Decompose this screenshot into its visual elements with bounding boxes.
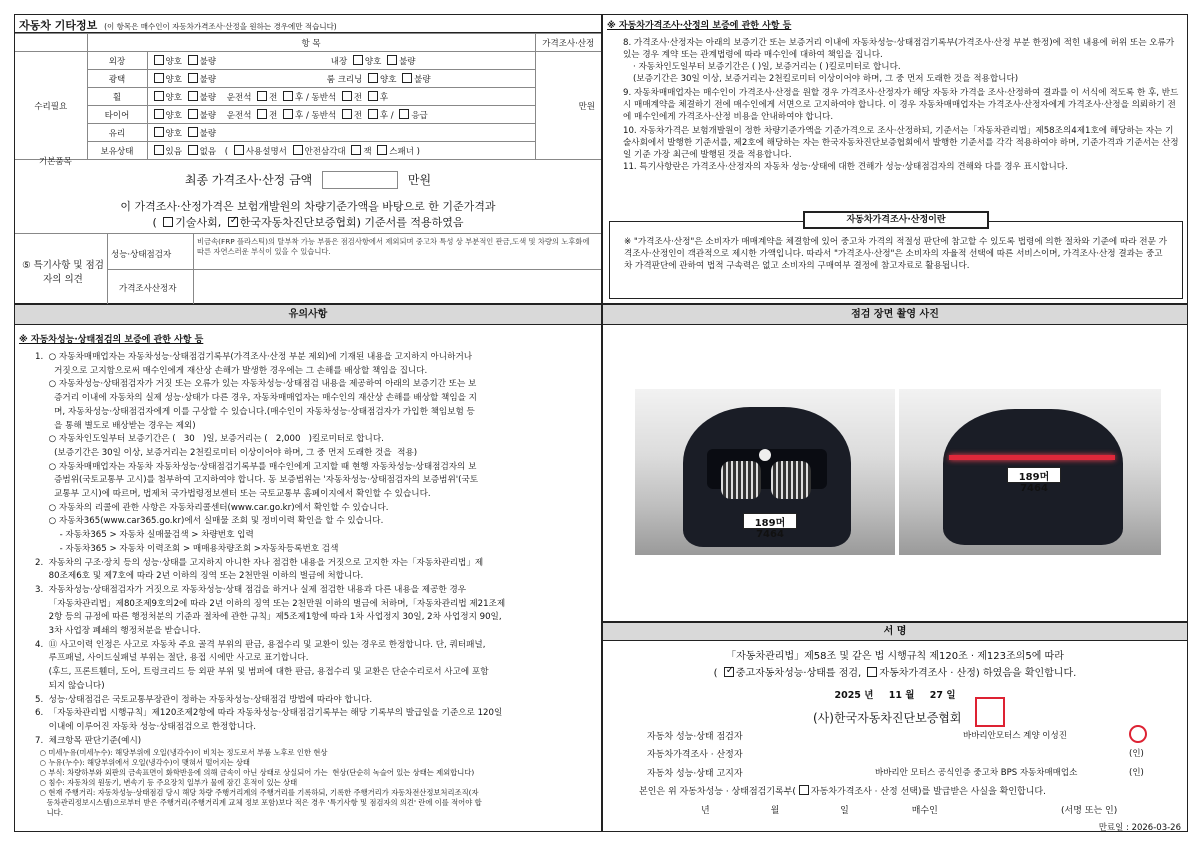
notes-line: 2. 자동차의 구조·장치 등의 성능·상태를 고지하지 아니한 자나 점검한 내용을 거짓으로 고지한 자는「자동차관리법」제 [35,557,484,568]
para-11: 11. 특기사항란은 가격조사·산정자의 자동차 성능·상태에 대한 견해가 성능·상태점검자의 견해와 다를 경우 표시합니다. [623,162,1068,172]
col-item-header: 항 목 [87,34,535,52]
wheel-passenger-rear-checkbox[interactable] [368,91,378,101]
other-info-title: 자동차 기타정보 [19,19,98,32]
notes-line: 이내에 이루어진 자동차 성능·상태점검으로 한정합니다. [35,721,256,732]
basis-kaida-checkbox[interactable] [228,217,238,227]
criteria-line: ○ 현재 주행거리: 자동차성능·상태점검 당시 해당 차량 주행거리계의 주행거리를 기록하되, 기록한 주행거리가 자동차전산정보처리조직(자 [35,788,479,798]
final-price-input[interactable] [322,171,398,189]
criteria-line: ○ 부식: 차량하부와 외판의 금속표면이 화학반응에 의해 금속이 아닌 상태로 상실되어 가는 현상(단순히 녹슬어 있는 상태는 제외합니다) [35,768,475,778]
notes-line: 3차 사업장 폐쇄의 행정처분을 받습니다. [35,626,201,637]
final-price-unit: 만원 [407,173,432,187]
holding-none-checkbox[interactable] [188,145,198,155]
basic-label: 기본품목 [39,157,72,167]
other-info-table: 항 목 가격조사·산정 수리필요 외장 양호 불량 내장 양호 불량 만원 광택 양호 불량 룸 크리닝 양호 불량 휠 양호 불량 운전석 전 후 / 동반석 전 후 타이어 양호 불량 운전석 전 후 / 동반석 전 후 / 응급 유리 양호 불량 보유상태 있음 없음 ( 사용설명서 안전삼각대 잭 스패너 ) [15,33,601,160]
notes-criteria [15,748,601,818]
exterior-good-checkbox[interactable] [154,55,164,65]
notes-line: 「자동차관리법」제80조제9호의2에 따라 2년 이하의 징역 또는 2천만원 이하의 벌금에 처하며,「자동차관리법 제21조제 [35,598,506,609]
tire-passenger-rear-checkbox[interactable] [368,109,378,119]
triangle-checkbox[interactable] [293,145,303,155]
notes-line: 6. 「자동차관리법 시행규칙」제120조제2항에 따라 자동차성능·상태점검기록부는 해당 기록부의 발급일을 기준으로 120일 [35,708,503,719]
notes-line: 증거리 이내에 자동차의 실제 성능·상태가 다른 경우, 자동차매매업자는 매수인의 재산상 손해를 배상할 책임을 지 [35,393,477,404]
price-guarantee-section [602,14,1188,304]
tire-good-checkbox[interactable] [154,109,164,119]
notes-body [15,351,601,748]
notes-line: 7. 체크항목 판단기준(예시) [35,735,142,746]
wheel-passenger-front-checkbox[interactable] [342,91,352,101]
tire-spare-checkbox[interactable] [399,109,409,119]
gloss-label: 광택 [87,70,147,88]
interior-good-checkbox[interactable] [353,55,363,65]
org-seal [975,697,1005,727]
notes-line: 증범위(국토교통부 고시)를 첨부하여 고지하여야 합니다. 동 보증범위는 '자동차성능·상태점검자의 보증범위'(국토 [35,475,479,486]
gloss-bad-checkbox[interactable] [188,73,198,83]
room-cleaning-good-checkbox[interactable] [368,73,378,83]
notes-line: 교통부 고시)에 따르며, 법제처 국가법령정보센터 또는 국토교통부 홈페이지에서 확인할 수 있습니다. [35,489,431,500]
sign-r2-value: (인) [1129,749,1144,759]
wheel-driver-rear-checkbox[interactable] [283,91,293,101]
price-checker-label: 가격조사산정자 [119,284,177,294]
notes-line: (후드, 프론트휀더, 도어, 트렁크리드 등 외판 부위 및 범퍼에 대한 판금, 용접수리 및 교환은 단순수리로서 사고에 포함 [35,667,489,678]
notes-line: 1. ○ 자동차매매업자는 자동차성능·상태점검기록부(가격조사·산정 부분 제외)에 기재된 내용을 고지하지 아니하거나 [35,352,473,362]
final-price-row [15,171,601,189]
photos-section [602,304,1188,622]
interior-label: 내장 [330,56,348,67]
para-8c: (보증기간은 30일 이상, 보증거리는 2천킬로미터 이상이어야 하며, 그 중 먼저 도래한 것을 적용합니다) [633,74,1019,84]
notes-line: 4. ⑪ 사고이력 인정은 사고로 자동차 주요 골격 부위의 판금, 용접수리 및 교환이 있는 경우로 한정합니다. 단, 쿼터패널, [35,639,486,650]
glass-good-checkbox[interactable] [154,127,164,137]
notes-line: (보증기간은 30일 이상, 보증거리는 2천킬로미터 이상이어야 하며, 그 중 먼저 도래한 것을 적용) [35,447,418,458]
photos-header: 점검 장면 촬영 사진 [603,305,1187,325]
sign-date: 2025 년 11 월 27 일 [834,690,956,701]
notes-line: - 자동차365 > 자동차 실매물검색 > 차량번호 입력 [35,530,254,541]
sign-r3-value: 바바리안 모터스 공식인증 중고차 BPS 자동차매매업소 [875,768,1078,778]
col-price-header: 가격조사·산정 [535,34,601,52]
para-8: 8. 가격조사·산정자는 아래의 보증기간 또는 보증거리 이내에 자동차성능·상태점검기록부(가격조사·산정 부분 한정)에 적힌 내용에 허위 또는 오류가 있는 경우 계약 또는 관계법령에 따라 매수인에 대하여 책임을 집니다. [623,38,1175,60]
holding-have-checkbox[interactable] [154,145,164,155]
notes-line: 5. 성능·상태점검은 국토교통부장관이 정하는 자동차성능·상태점검 방법에 따라야 합니다. [35,694,373,705]
special-label: ⑤ 특기사항 및 점검자의 의견 [22,260,104,285]
sign-r1-label: 자동차 성능·상태 점검자 [647,732,743,742]
sign-r2-label: 자동차가격조사 · 산정자 [647,750,743,760]
other-info-title-bar [15,15,601,33]
notes-line: 을 통해 별도로 배상받는 경우는 제외) [35,420,196,431]
wheel-good-checkbox[interactable] [154,91,164,101]
sign-check-line: ( ✓중고자동차성능·상태를 점검, 자동차가격조사 · 산정) 하였음을 확인합니다. [603,664,1187,679]
price-definition-box: ※ "가격조사·산정"은 소비자가 매매계약을 체결함에 있어 중고차 가격의 적절성 판단에 참고할 수 있도록 법령에 의한 절차와 기준에 따라 전문 가격조사·산정인이 객관적으로 제시한 가액입니다. 따라서 "가격조사·산정"은 소비자의 자율적 선택에 따른 서비스이며, 가격조사·산정 결과는 중고차 가격판단에 관하여 법적 구속력은 없고 소비자의 구매여부 결정에 참고자료로 활용됩니다. [609,221,1183,299]
expiry-date: 만료일 : 2026-03-26 [1098,823,1181,833]
notes-line: 되지 않습니다) [35,680,105,691]
notes-line: ○ 자동차성능·상태점검자가 거짓 또는 오류가 있는 자동차성능·상태점검 내용을 제공하여 아래의 보증기간 또는 보 [35,379,477,390]
price-guarantee-heading: ※ 자동차가격조사·산정의 보증에 관한 사항 등 [607,21,792,31]
criteria-line: 동차관리정보시스템)으로부터 받은 주행거리(주행거리계 교체 정보 포함)보다 적은 경우 '특기사항 및 점검자의 의견' 란에 이를 적어야 합 [35,798,482,808]
notes-line: 거짓으로 고지함으로써 매수인에게 재산상 손해가 발생한 경우에는 그 손해를 배상할 책임을 집니다. [35,365,428,376]
room-cleaning-bad-checkbox[interactable] [402,73,412,83]
glass-label: 유리 [87,124,147,142]
wheel-driver-front-checkbox[interactable] [257,91,267,101]
final-price-label: 최종 가격조사·산정 금액 [184,173,313,187]
tire-driver-front-checkbox[interactable] [257,109,267,119]
basis-line-1: 이 가격조사·산정가격은 보험개발원의 차량기준가액을 바탕으로 한 기준가격과 [120,200,496,213]
other-info-section [14,14,602,304]
notes-line: 루프패널, 사이드실패널 부위는 절단, 용접 시에만 사고로 표기합니다. [35,653,309,664]
buyer-sign: (서명 또는 인) [1061,806,1118,816]
glass-bad-checkbox[interactable] [188,127,198,137]
other-info-title-note: (이 항목은 매수인이 자동차가격조사·산정을 원하는 경우에만 적습니다) [104,22,337,31]
wheel-label: 휠 [87,88,147,106]
tire-driver-rear-checkbox[interactable] [283,109,293,119]
holding-label: 보유상태 [87,142,147,160]
r1-seal [1129,725,1147,743]
manual-checkbox[interactable] [234,145,244,155]
receipt-price-checkbox[interactable] [799,785,809,795]
para-8b: · 자동차인도일부터 보증기간은 ( )일, 보증거리는 ( )킬로미터로 합니다. [633,62,901,72]
notes-header: 유의사항 [15,305,601,325]
sign-bottom-date: 년 월 일 매수인 [701,806,938,816]
interior-bad-checkbox[interactable] [387,55,397,65]
notes-section [14,304,602,832]
perf-checker-label: 성능·상태점검자 [111,250,172,260]
front-plate: 189머7464 [743,513,797,529]
para-10: 10. 자동차가격은 보험개발원이 정한 차량기준가액을 기준가격으로 조사·산정하되, 기준서는「자동차관리법」제58조의4제1호에 해당하는 자는 기술사회에서 발행한 기준서를, 제2호에 해당하는 자는 한국자동차진단보증협회에서 발행한 기준서를 각각 적용하여야 하며, 기준가격과 기준서는 산정일 기준 가장 최근에 발행된 것을 적용합니다. [623,126,1179,160]
sign-law-line: 「자동차관리법」제58조 및 같은 법 시행규칙 제120조 · 제123조의5에 따라 [726,651,1064,662]
criteria-line: ○ 침수: 자동차의 원동기, 변속기 등 주요장치 일부가 물에 잠긴 흔적이 있는 상태 [35,778,298,788]
sign-receipt-line: 본인은 위 자동차성능 · 상태점검기록부( 자동차가격조사 · 산정 선택)를 발급받은 사실을 확인합니다. [639,787,1046,797]
notes-line: ○ 자동차의 리콜에 관한 사항은 자동차리콜센터(www.car.go.kr)에서 확인할 수 있습니다. [35,502,389,513]
room-cleaning-label: 룸 크리닝 [326,74,363,85]
front-photo [635,389,895,555]
rear-photo [899,389,1161,555]
tire-passenger-front-checkbox[interactable] [342,109,352,119]
basis-tech-checkbox[interactable] [163,217,173,227]
exterior-bad-checkbox[interactable] [188,55,198,65]
sign-org: (사)한국자동차진단보증협회 [813,711,962,725]
sign-r3-label: 자동차 성능·상태 고지자 [647,769,743,779]
notes-line: ○ 자동차365(www.car365.go.kr)에서 실매물 조회 및 정비이력 확인을 할 수 있습니다. [35,516,384,527]
criteria-line: ○ 누유(누수): 해당부위에서 오일(냉각수)이 맺혀서 떨어지는 상태 [35,758,250,768]
tire-bad-checkbox[interactable] [188,109,198,119]
jack-checkbox[interactable] [351,145,361,155]
notes-line: ○ 자동차인도일부터 보증기간은 ( 30 )일, 보증거리는 ( 2,000 )킬로미터로 합니다. [35,434,384,445]
para-9: 9. 자동차매매업자는 매수인이 가격조사·산정을 원할 경우 가격조사·산정자가 해당 자동차 가격을 조사·산정하여 결과를 이 서식에 적도록 한 후, 반드시 매매계약을 체결하기 전에 매수인에게 서면으로 고지하여야 합니다. 이 경우 자동차매매업자는 가격조사·산정자에게 가격조사·산정을 의뢰하기 전에 매수인에게 가격조사·산정 비용을 안내하여야 합니다. [623,88,1179,122]
repair-label: 수리필요 [15,52,87,160]
signature-section [602,622,1188,832]
rear-plate: 189머7464 [1007,467,1061,483]
notes-line: ○ 자동차매매업자는 자동차 자동차성능·상태점검기록부를 매수인에게 고지할 때 현행 자동차성능·상태점검자의 보 [35,461,477,472]
notes-line: 80조제6호 및 제7호에 따라 2년 이하의 징역 또는 2천만원 이하의 벌금에 처합니다. [35,571,364,582]
notes-line: 며, 자동차성능·상태점검자에게 이를 구상할 수 있습니다.(매수인이 자동차성능·상태점검자가 가입한 책임보험 등 [35,406,475,417]
notes-line: 3. 자동차성능·상태점검자가 거짓으로 자동차성능·상태 점검을 하거나 실제 점검한 내용과 다른 내용을 제공한 경우 [35,584,467,595]
price-definition-title: 자동차가격조사·산정이란 [803,211,989,229]
sign-inspection-checkbox[interactable] [724,667,734,677]
sign-r3-seal: (인) [1129,768,1144,778]
sign-r1-value: 바바리안모터스 계양 이성진 [963,731,1067,741]
criteria-line: 니다. [35,808,64,818]
exterior-label: 외장 [87,52,147,70]
spanner-checkbox[interactable] [377,145,387,155]
exterior-options: 양호 불량 내장 양호 불량 [147,52,535,70]
signature-header: 서 명 [603,623,1187,641]
repair-won-unit: 만원 [535,52,601,160]
wheel-bad-checkbox[interactable] [188,91,198,101]
basis-line-2: ( 기술사회, ✓한국자동차진단보증협회) 기준서를 적용하였음 [15,214,601,230]
notes-line: - 자동차365 > 자동차 이력조회 > 매매용차량조회 >자동차등록번호 검색 [35,543,339,554]
perf-checker-note: 비금속(FRP 플라스틱)의 탈부착 가능 부품은 점검사항에서 제외되며 중고차 특성 상 부분적인 판금,도색 및 차량의 노후화에 따른 자연스러운 부식이 있을 수 있습니다. [197,237,590,256]
sign-price-checkbox[interactable] [867,667,877,677]
notes-line: 2항 등의 규정에 따른 행정처분의 기준과 절차에 관한 규칙」제5조제1항에 따라 1차 사업정지 30일, 2차 사업정지 90일, [35,612,502,623]
gloss-good-checkbox[interactable] [154,73,164,83]
notes-subheading: ※ 자동차성능·상태점검의 보증에 관한 사항 등 [19,335,204,345]
tire-label: 타이어 [87,106,147,124]
criteria-line: ○ 미세누유(미세누수): 해당부위에 오일(냉각수)이 비치는 정도로서 부품 노후로 인한 현상 [35,748,328,758]
